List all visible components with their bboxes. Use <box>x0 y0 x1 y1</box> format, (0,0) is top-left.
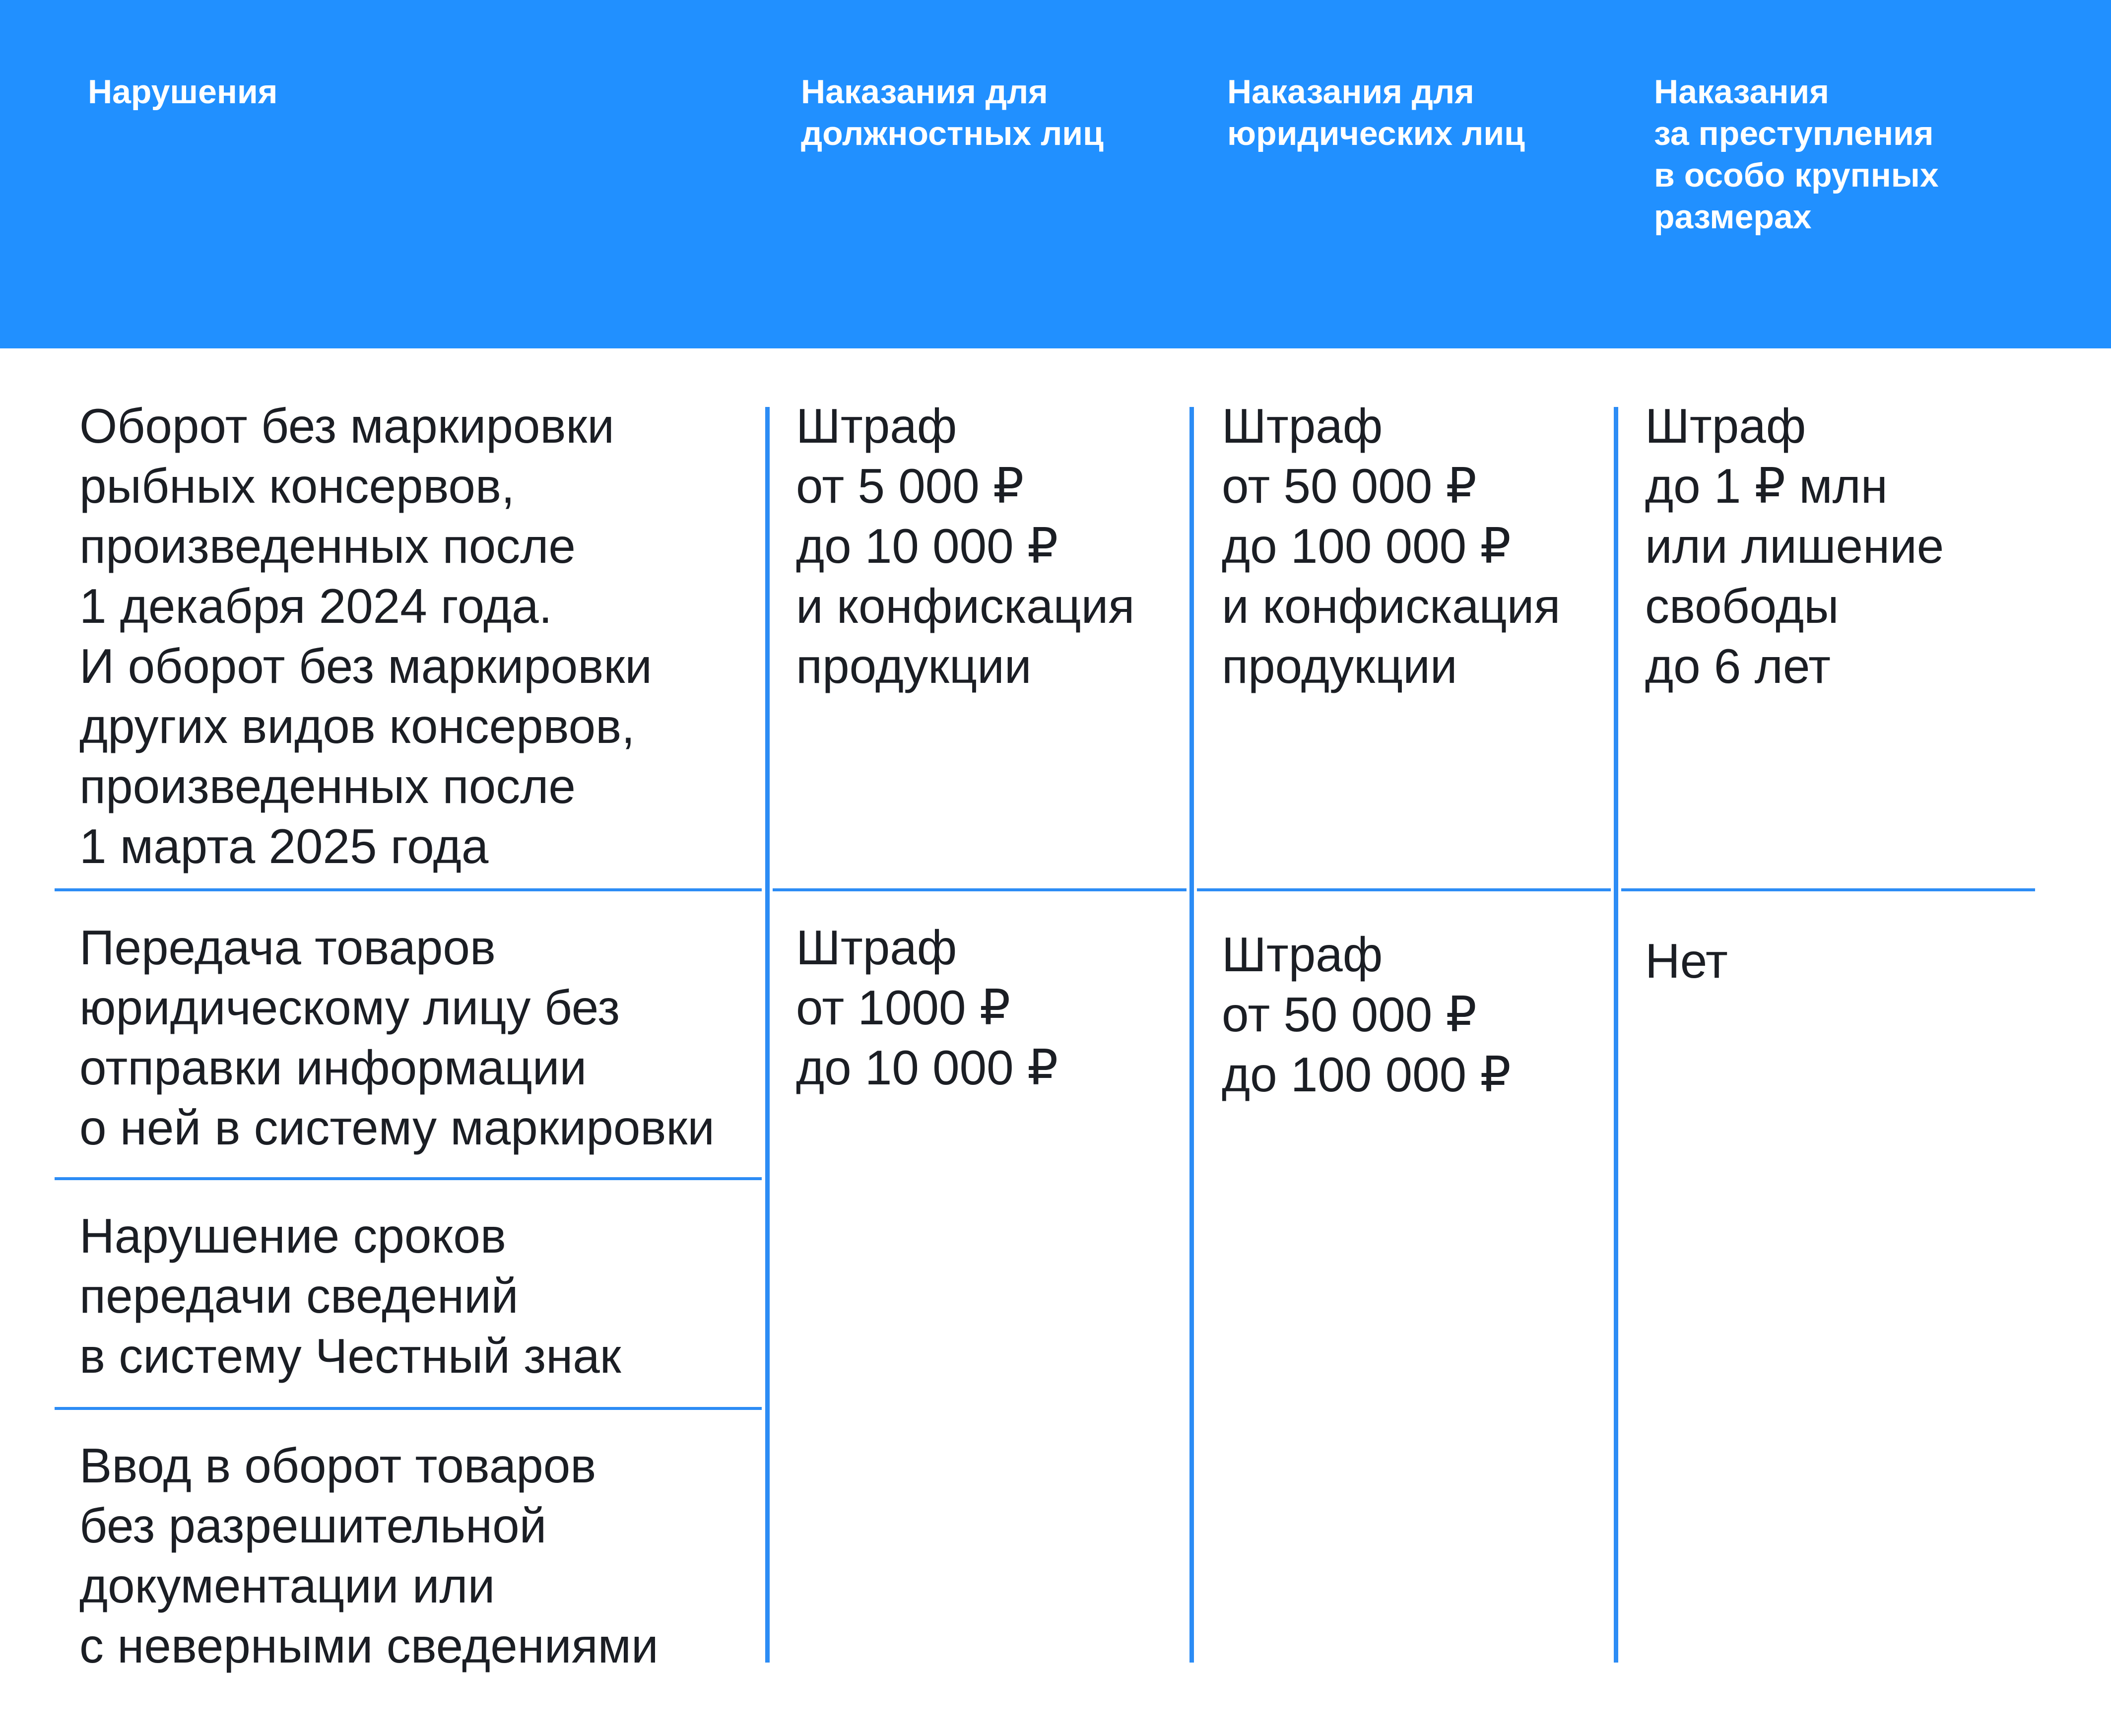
column-divider <box>765 407 770 1663</box>
row-divider <box>55 888 762 891</box>
header-officials: Наказания для должностных лиц <box>801 73 1104 152</box>
violation-cell: Оборот без маркировки рыбных консервов, произведенных после 1 декабря 2024 года. И оборот без маркировки других видов консервов, произведенных после 1 марта 2025 года <box>79 399 652 873</box>
violation-cell: Ввод в оборот товаров без разрешительной документации или с неверными сведениями <box>79 1438 659 1673</box>
legal-entities-penalty-cell: Штраф от 50 000 ₽ до 100 000 ₽ и конфискация продукции <box>1222 399 1561 693</box>
row-divider <box>773 888 1187 891</box>
header-legal-entities: Наказания для юридических лиц <box>1227 73 1525 152</box>
violation-cell: Нарушение сроков передачи сведений в систему Честный знак <box>79 1208 621 1383</box>
row-divider <box>1197 888 1611 891</box>
large-scale-penalty-cell: Нет <box>1645 934 1728 988</box>
table-header <box>0 0 2111 348</box>
row-divider <box>55 1177 762 1180</box>
row-divider <box>55 1407 762 1410</box>
legal-entities-penalty-cell: Штраф от 50 000 ₽ до 100 000 ₽ <box>1222 927 1511 1102</box>
officials-penalty-cell: Штраф от 1000 ₽ до 10 000 ₽ <box>796 920 1058 1095</box>
officials-penalty-cell: Штраф от 5 000 ₽ до 10 000 ₽ и конфискация продукции <box>796 399 1135 693</box>
column-divider <box>1614 407 1618 1663</box>
violation-cell: Передача товаров юридическому лицу без отправки информации о ней в систему маркировки <box>79 920 715 1155</box>
column-divider <box>1189 407 1194 1663</box>
large-scale-penalty-cell: Штраф до 1 ₽ млн или лишение свободы до 6 лет <box>1645 399 1944 693</box>
header-large-scale: Наказания за преступления в особо крупных размерах <box>1654 73 1939 236</box>
header-violations: Нарушения <box>88 73 278 111</box>
row-divider <box>1621 888 2035 891</box>
